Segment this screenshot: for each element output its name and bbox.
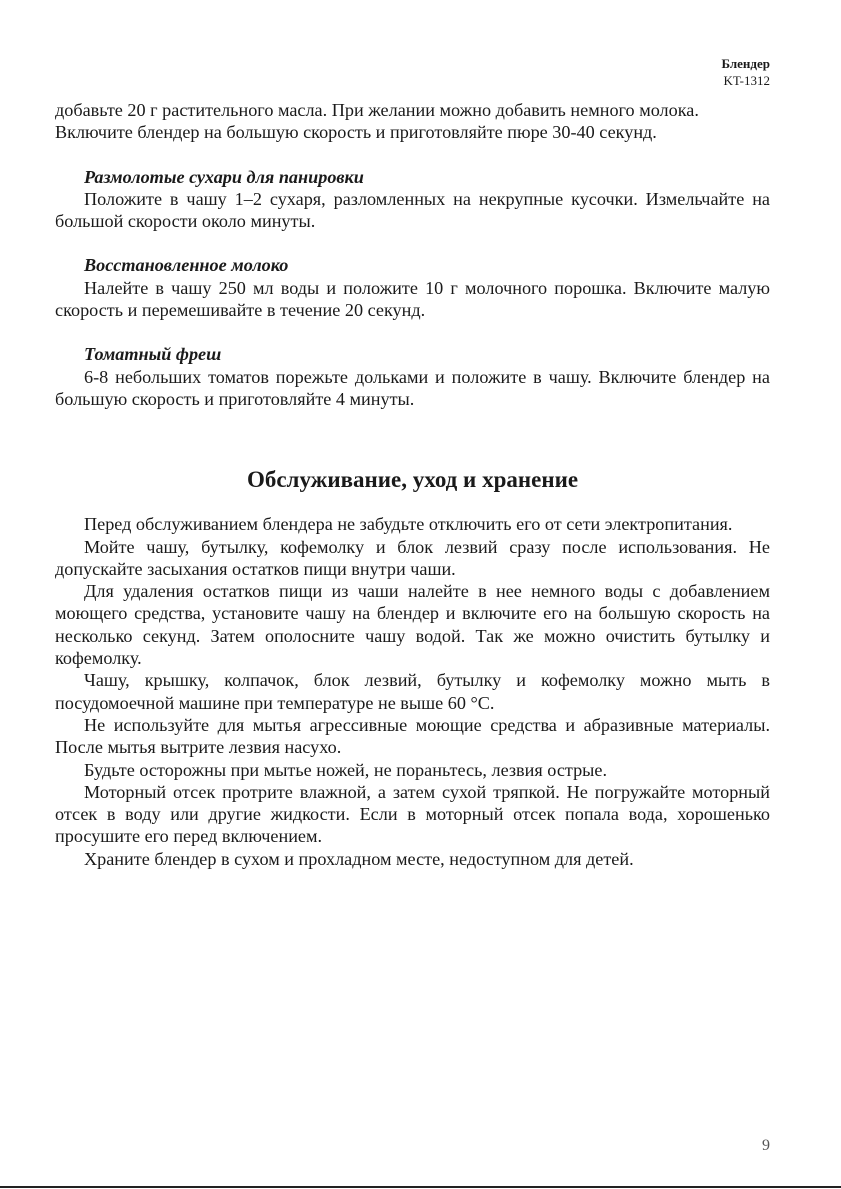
intro-line: Включите блендер на большую скорость и приготовляйте пюре 30-40 секунд. bbox=[55, 122, 657, 143]
recipe bbox=[55, 254, 770, 321]
bottom-rule bbox=[0, 1186, 841, 1188]
recipe-text: 6-8 небольших томатов порежьте дольками и положите в чашу. Включите блендер на большую скорость и приготовляйте 4 минуты. bbox=[55, 366, 770, 409]
section-paragraph: Чашу, крышку, колпачок, блок лезвий, бутылку и кофемолку можно мыть в посудомоечной машине при температуре не выше 60 °С. bbox=[55, 670, 770, 713]
recipe-text: Налейте в чашу 250 мл воды и положите 10 г молочного порошка. Включите малую скорость и перемешивайте в течение 20 секунд. bbox=[55, 277, 770, 321]
recipe-text: Положите в чашу 1–2 сухаря, разломленных на некрупные кусочки. Измельчайте на большой скорости около минуты. bbox=[55, 188, 770, 232]
recipe bbox=[55, 343, 770, 410]
page-content bbox=[55, 99, 770, 870]
header-model: KT-1312 bbox=[723, 73, 770, 88]
section-paragraph: Моторный отсек протрите влажной, а затем сухой тряпкой. Не погружайте моторный отсек в воду или другие жидкости. Если в моторный отсек попала вода, хорошенько просушите его перед включением. bbox=[55, 781, 770, 847]
header-title: Блендер bbox=[721, 56, 770, 71]
recipe-title: Восстановленное молоко bbox=[84, 255, 289, 276]
section-paragraph: Для удаления остатков пищи из чаши налейте в нее немного воды с добавлением моющего средства, установите чашу на блендер и включите его на большую скорость на несколько секунд. Затем ополосните чашу водой. Так же можно очистить бутылку и кофемолку. bbox=[55, 581, 770, 669]
section-title: Обслуживание, уход и хранение bbox=[246, 467, 579, 493]
recipe bbox=[55, 166, 770, 233]
recipe-title: Размолотые сухари для панировки bbox=[84, 166, 364, 187]
section-paragraph: Не используйте для мытья агрессивные моющие средства и абразивные материалы. После мытья вытрите лезвия насухо. bbox=[55, 714, 770, 758]
page-number: 9 bbox=[762, 1137, 770, 1154]
section-paragraph: Перед обслуживанием блендера не забудьте отключить его от сети электропитания. bbox=[84, 514, 733, 535]
recipe-title: Томатный фреш bbox=[84, 344, 222, 365]
page-header bbox=[721, 55, 770, 89]
intro-line: добавьте 20 г растительного масла. При желании можно добавить немного молока. bbox=[55, 100, 699, 120]
section-paragraph: Храните блендер в сухом и прохладном месте, недоступном для детей. bbox=[84, 848, 634, 869]
section-paragraph: Мойте чашу, бутылку, кофемолку и блок лезвий сразу после использования. Не допускайте засыхания остатков пищи внутри чаши. bbox=[55, 536, 770, 579]
section-paragraph: Будьте осторожны при мытье ножей, не пораньтесь, лезвия острые. bbox=[84, 759, 608, 780]
